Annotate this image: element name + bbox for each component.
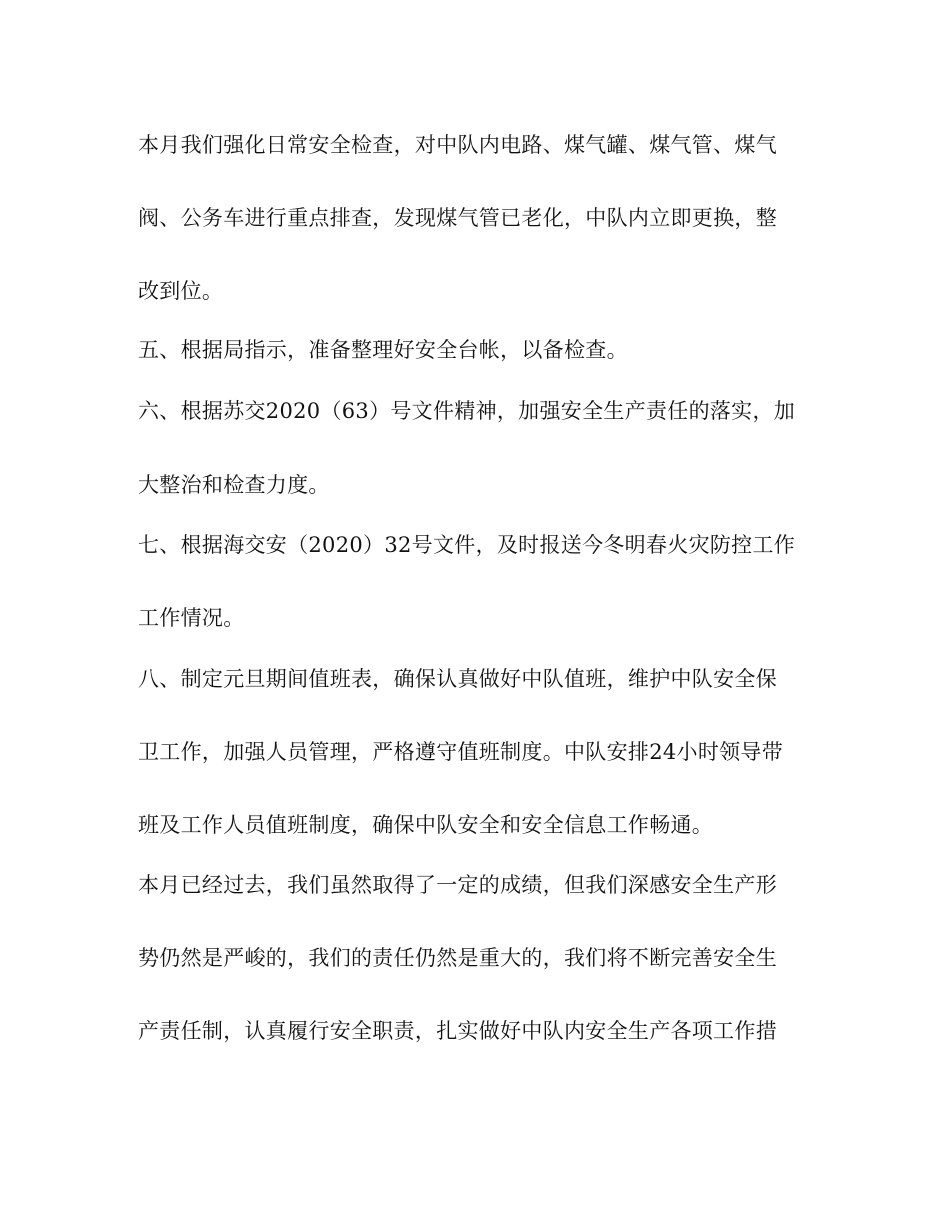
text-line: 阀、公务车进行重点排查，发现煤气管已老化，中队内立即更换，整 bbox=[138, 206, 777, 230]
text-line: 大整治和检查力度。 bbox=[138, 473, 330, 497]
text-line: 七、根据海交安（2020）32号文件，及时报送今冬明春火灾防控工作 bbox=[138, 533, 796, 557]
text-line: 本月我们强化日常安全检查，对中队内电路、煤气罐、煤气管、煤气 bbox=[138, 133, 777, 157]
text-line: 产责任制，认真履行安全职责，扎实做好中队内安全生产各项工作措 bbox=[138, 1019, 777, 1043]
text-line: 八、制定元旦期间值班表，确保认真做好中队值班，维护中队安全保 bbox=[138, 667, 777, 691]
text-line: 改到位。 bbox=[138, 279, 224, 303]
text-line: 势仍然是严峻的，我们的责任仍然是重大的，我们将不断完善安全生 bbox=[138, 946, 777, 970]
text-line: 工作情况。 bbox=[138, 606, 245, 630]
text-line: 班及工作人员值班制度，确保中队安全和安全信息工作畅通。 bbox=[138, 813, 714, 837]
text-line: 卫工作，加强人员管理，严格遵守值班制度。中队安排24小时领导带 bbox=[138, 740, 784, 764]
text-line: 本月已经过去，我们虽然取得了一定的成绩，但我们深感安全生产形 bbox=[138, 873, 777, 897]
text-line: 六、根据苏交2020（63）号文件精神，加强安全生产责任的落实，加 bbox=[138, 399, 796, 423]
text-line: 五、根据局指示，准备整理好安全台帐，以备检查。 bbox=[138, 338, 628, 362]
